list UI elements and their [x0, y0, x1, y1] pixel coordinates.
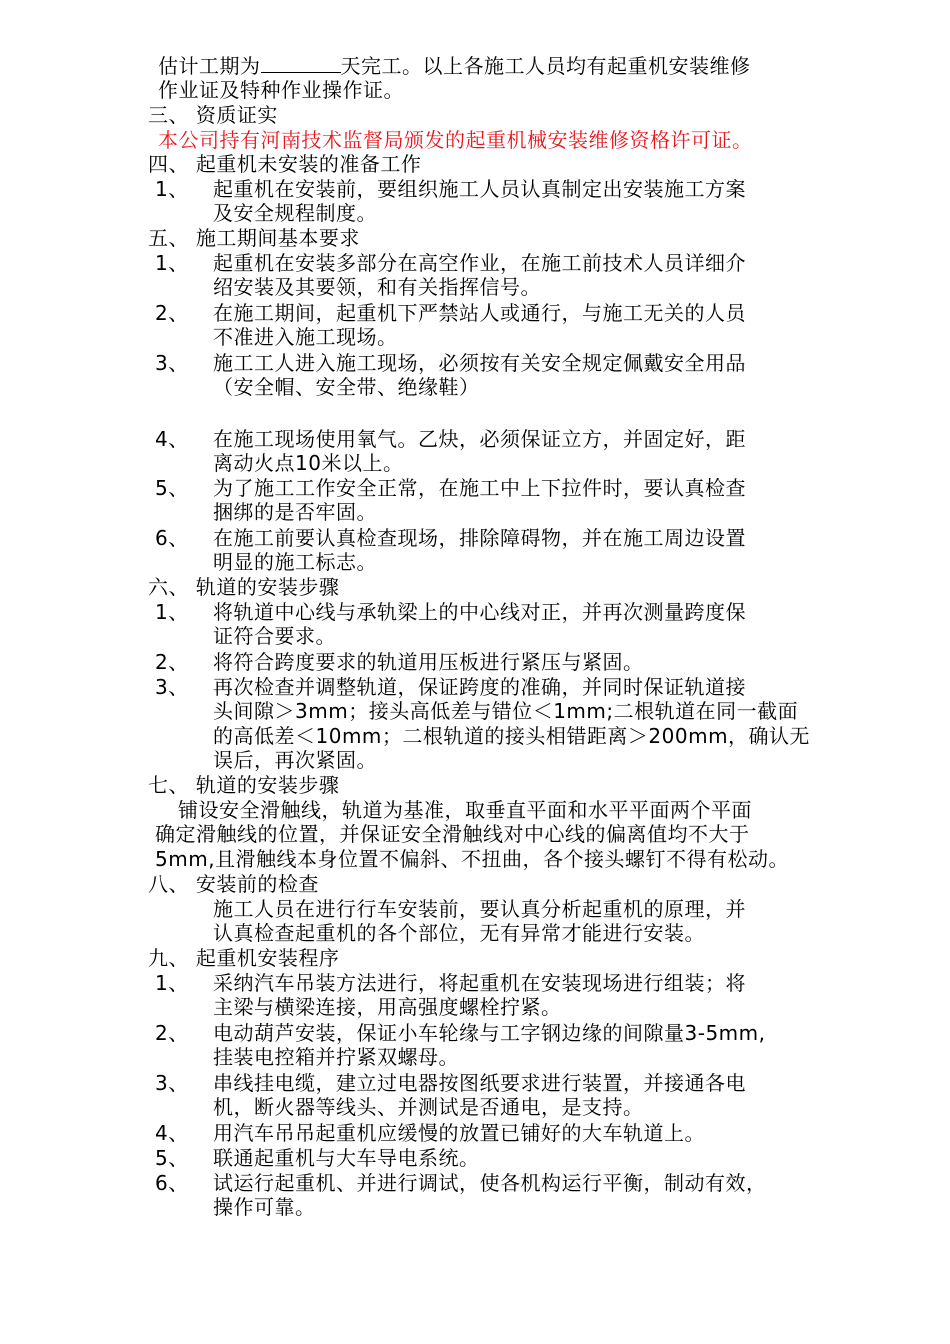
- item-text: 在施工期间，起重机下严禁站人或通行，与施工无关的人员: [213, 301, 746, 325]
- certification-statement: 本公司持有河南技术监督局颁发的起重机械安装维修资格许可证。: [158, 128, 753, 152]
- paragraph-line: 5mm,且滑触线本身位置不偏斜、不扭曲，各个接头螺钉不得有松动。: [155, 847, 790, 871]
- item-number: 3、: [155, 1071, 189, 1095]
- item-number: 6、: [155, 526, 189, 550]
- section-7-heading: 七、 轨道的安装步骤: [148, 773, 340, 797]
- item-number: 6、: [155, 1171, 189, 1195]
- item-number: 1、: [155, 600, 189, 624]
- item-number: 5、: [155, 1146, 189, 1170]
- section-9-heading: 九、 起重机安装程序: [148, 946, 340, 970]
- paragraph-line: 铺设安全滑触线，轨道为基准，取垂直平面和水平平面两个平面: [178, 798, 752, 822]
- item-text: 证符合要求。: [213, 624, 336, 648]
- item-text: 及安全规程制度。: [213, 201, 377, 225]
- item-text: 误后，再次紧固。: [213, 748, 377, 772]
- item-text: 施工工人进入施工现场，必须按有关安全规定佩戴安全用品: [213, 351, 746, 375]
- item-text: 捆绑的是否牢固。: [213, 500, 377, 524]
- item-text: 为了施工工作安全正常，在施工中上下拉件时，要认真检查: [213, 476, 746, 500]
- item-text: 挂装电控箱并拧紧双螺母。: [213, 1045, 459, 1069]
- paragraph-line: 施工人员在进行行车安装前，要认真分析起重机的原理，并: [213, 897, 746, 921]
- item-text: 机，断火器等线头、并测试是否通电，是支持。: [213, 1095, 644, 1119]
- item-text: 起重机在安装多部分在高空作业，在施工前技术人员详细介: [213, 251, 746, 275]
- paragraph-line: 确定滑触线的位置，并保证安全滑触线对中心线的偏离值均不大于: [155, 822, 750, 846]
- item-text: 明显的施工标志。: [213, 550, 377, 574]
- item-number: 3、: [155, 351, 189, 375]
- paragraph-line: 认真检查起重机的各个部位，无有异常才能进行安装。: [213, 921, 705, 945]
- section-8-heading: 八、 安装前的检查: [148, 872, 319, 896]
- item-text: 主梁与横梁连接，用高强度螺栓拧紧。: [213, 995, 562, 1019]
- item-number: 3、: [155, 675, 189, 699]
- item-text: 在施工现场使用氧气。乙炔，必须保证立方，并固定好，距: [213, 427, 746, 451]
- item-text: 再次检查并调整轨道，保证跨度的准确，并同时保证轨道接: [213, 675, 746, 699]
- item-text: 电动葫芦安装，保证小车轮缘与工字钢边缘的间隙量3-5mm,: [213, 1021, 766, 1045]
- section-3-heading: 三、 资质证实: [148, 103, 278, 127]
- item-number: 5、: [155, 476, 189, 500]
- item-number: 2、: [155, 650, 189, 674]
- section-5-heading: 五、 施工期间基本要求: [148, 226, 360, 250]
- intro-text-after: 天完工。以上各施工人员均有起重机安装维修: [340, 54, 751, 78]
- item-number: 4、: [155, 1121, 189, 1145]
- item-text: 头间隙＞3mm；接头高低差与错位＜1mm;二根轨道在同一截面: [213, 699, 799, 723]
- item-text: 起重机在安装前，要组织施工人员认真制定出安装施工方案: [213, 177, 746, 201]
- item-text: 联通起重机与大车导电系统。: [213, 1146, 480, 1170]
- item-text: 不准进入施工现场。: [213, 325, 398, 349]
- item-text: 绍安装及其要领，和有关指挥信号。: [213, 275, 541, 299]
- item-text: 试运行起重机、并进行调试，使各机构运行平衡，制动有效，: [213, 1171, 767, 1195]
- intro-text-before: 估计工期为: [158, 54, 261, 78]
- item-text: 在施工前要认真检查现场，排除障碍物，并在施工周边设置: [213, 526, 746, 550]
- item-text: 用汽车吊吊起重机应缓慢的放置已铺好的大车轨道上。: [213, 1121, 705, 1145]
- section-6-heading: 六、 轨道的安装步骤: [148, 575, 340, 599]
- item-text: 离动火点10米以上。: [213, 451, 404, 475]
- item-text: 采纳汽车吊装方法进行，将起重机在安装现场进行组装；将: [213, 971, 746, 995]
- intro-line-2: 作业证及特种作业操作证。: [158, 78, 404, 102]
- item-number: 1、: [155, 971, 189, 995]
- item-number: 1、: [155, 251, 189, 275]
- item-text: 将轨道中心线与承轨梁上的中心线对正，并再次测量跨度保: [213, 600, 746, 624]
- blank-underline: [261, 54, 341, 73]
- item-number: 2、: [155, 301, 189, 325]
- item-number: 4、: [155, 427, 189, 451]
- item-number: 2、: [155, 1021, 189, 1045]
- item-number: 1、: [155, 177, 189, 201]
- item-text: 将符合跨度要求的轨道用压板进行紧压与紧固。: [213, 650, 644, 674]
- section-4-heading: 四、 起重机未安装的准备工作: [148, 152, 422, 176]
- item-text: 的高低差＜10mm；二根轨道的接头相错距离＞200mm，确认无: [213, 724, 811, 748]
- intro-line-1: [158, 54, 751, 78]
- item-text: 串线挂电缆，建立过电器按图纸要求进行装置，并接通各电: [213, 1071, 746, 1095]
- item-text: （安全帽、安全带、绝缘鞋）: [213, 375, 480, 399]
- item-text: 操作可靠。: [213, 1195, 316, 1219]
